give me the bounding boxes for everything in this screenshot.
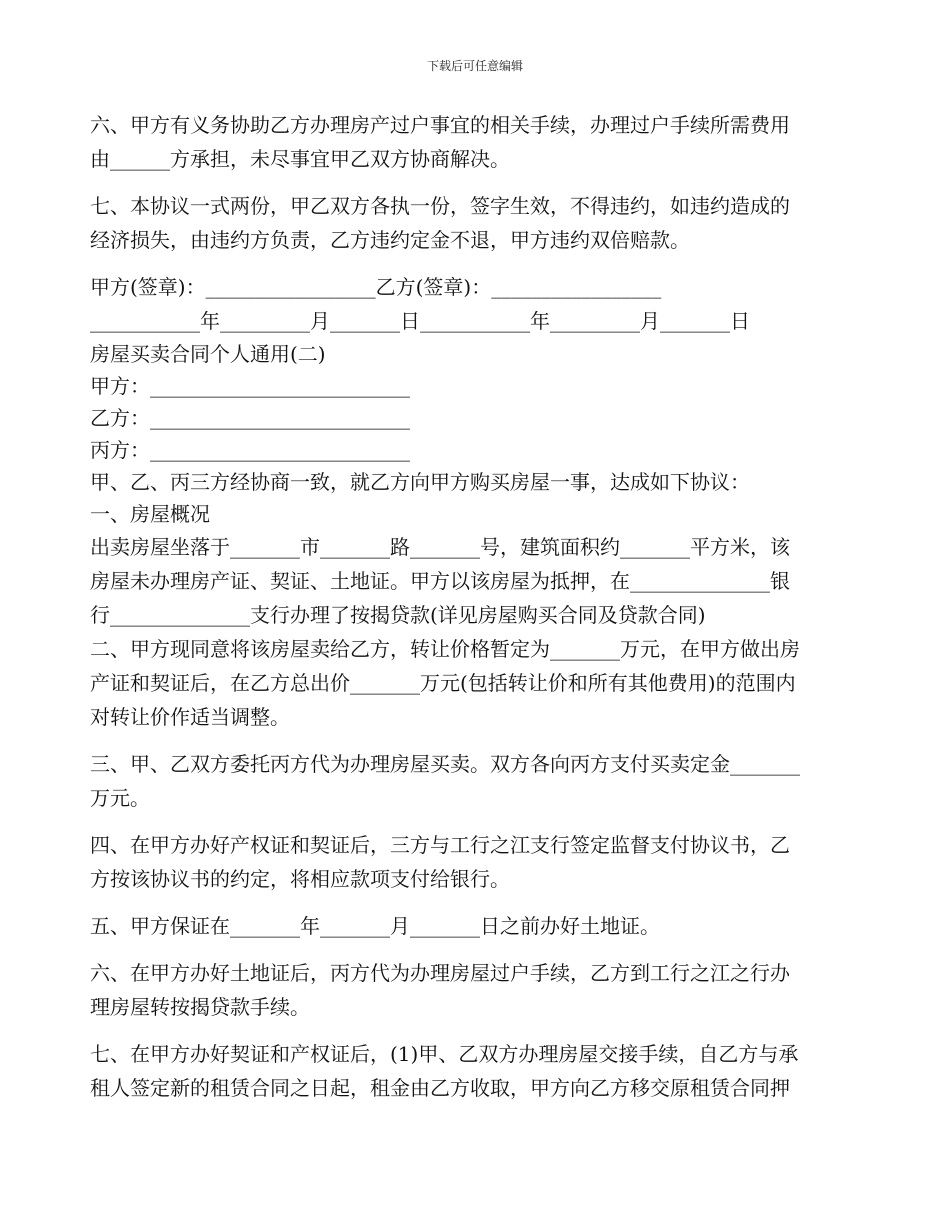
text-line: 行______________支行办理了按揭贷款(详见房屋购买合同及贷款合同) <box>90 603 706 627</box>
clause-6-household-transfer <box>90 108 865 176</box>
text-line: 方按该协议书的约定，将相应款项支付给银行。 <box>90 867 510 891</box>
section-4 <box>90 828 865 896</box>
page-header: 下载后可任意编辑 <box>426 59 523 73</box>
intro-text: 甲、乙、丙三方经协商一致，就乙方向甲方购买房屋一事，达成如下协议： <box>90 470 750 494</box>
section-1-body <box>90 530 865 632</box>
text-line: 租人签定新的租赁合同之日起，租金由乙方收取，甲方向乙方移交原租赁合同押 <box>90 1076 790 1100</box>
contract-title: 房屋买卖合同个人通用(二) <box>90 342 326 366</box>
text-line: 二、甲方现同意将该房屋卖给乙方，转让价格暂定为_______万元，在甲方做出房 <box>90 637 800 661</box>
section-7 <box>90 1037 865 1105</box>
text-line: 房屋未办理房产证、契证、土地证。甲方以该房屋为抵押，在______________银 <box>90 569 790 593</box>
document-body <box>90 108 865 1105</box>
clause-7-copies <box>90 189 865 257</box>
signature-block <box>90 270 865 338</box>
text-line: 产证和契证后，在乙方总出价_______万元(包括转让价和所有其他费用)的范围内 <box>90 671 796 695</box>
text-line: 六、甲方有义务协助乙方办理房产过户事宜的相关手续，办理过户手续所需费用 <box>90 113 790 137</box>
signature-line: 甲方(签章)：_________________乙方(签章)：_________________ <box>90 275 662 299</box>
party-c-line: 丙方：__________________________ <box>90 438 410 462</box>
party-a-line: 甲方：__________________________ <box>90 374 410 398</box>
text-line: 七、本协议一式两份，甲乙双方各执一份，签字生效，不得违约，如违约造成的 <box>90 194 790 218</box>
text-line: 对转让价作适当调整。 <box>90 705 290 729</box>
text-line: 万元。 <box>90 786 150 810</box>
text-line: 由______方承担，未尽事宜甲乙双方协商解决。 <box>90 147 510 171</box>
section-6 <box>90 956 865 1024</box>
section-3 <box>90 747 865 815</box>
section-1-title: 一、房屋概况 <box>90 502 210 526</box>
text-line: 三、甲、乙双方委托丙方代为办理房屋买卖。双方各向丙方支付买卖定金_______ <box>90 752 800 776</box>
text-line: 七、在甲方办好契证和产权证后，(1)甲、乙双方办理房屋交接手续，自乙方与承 <box>90 1042 799 1066</box>
date-line: ___________年_________月_______日___________年_________月_______日 <box>90 309 750 333</box>
party-b-line: 乙方：__________________________ <box>90 406 410 430</box>
text-line: 五、甲方保证在_______年_______月_______日之前办好土地证。 <box>90 914 660 938</box>
section-5 <box>90 909 865 943</box>
text-line: 出卖房屋坐落于_______市_______路_______号，建筑面积约_______平方米，该 <box>90 535 790 559</box>
text-line: 六、在甲方办好土地证后，丙方代为办理房屋过户手续，乙方到工行之江之行办 <box>90 961 790 985</box>
text-line: 经济损失，由违约方负责，乙方违约定金不退，甲方违约双倍赔款。 <box>90 228 690 252</box>
text-line: 理房屋转按揭贷款手续。 <box>90 995 310 1019</box>
section-2 <box>90 632 865 734</box>
text-line: 四、在甲方办好产权证和契证后，三方与工行之江支行签定监督支付协议书，乙 <box>90 833 790 857</box>
